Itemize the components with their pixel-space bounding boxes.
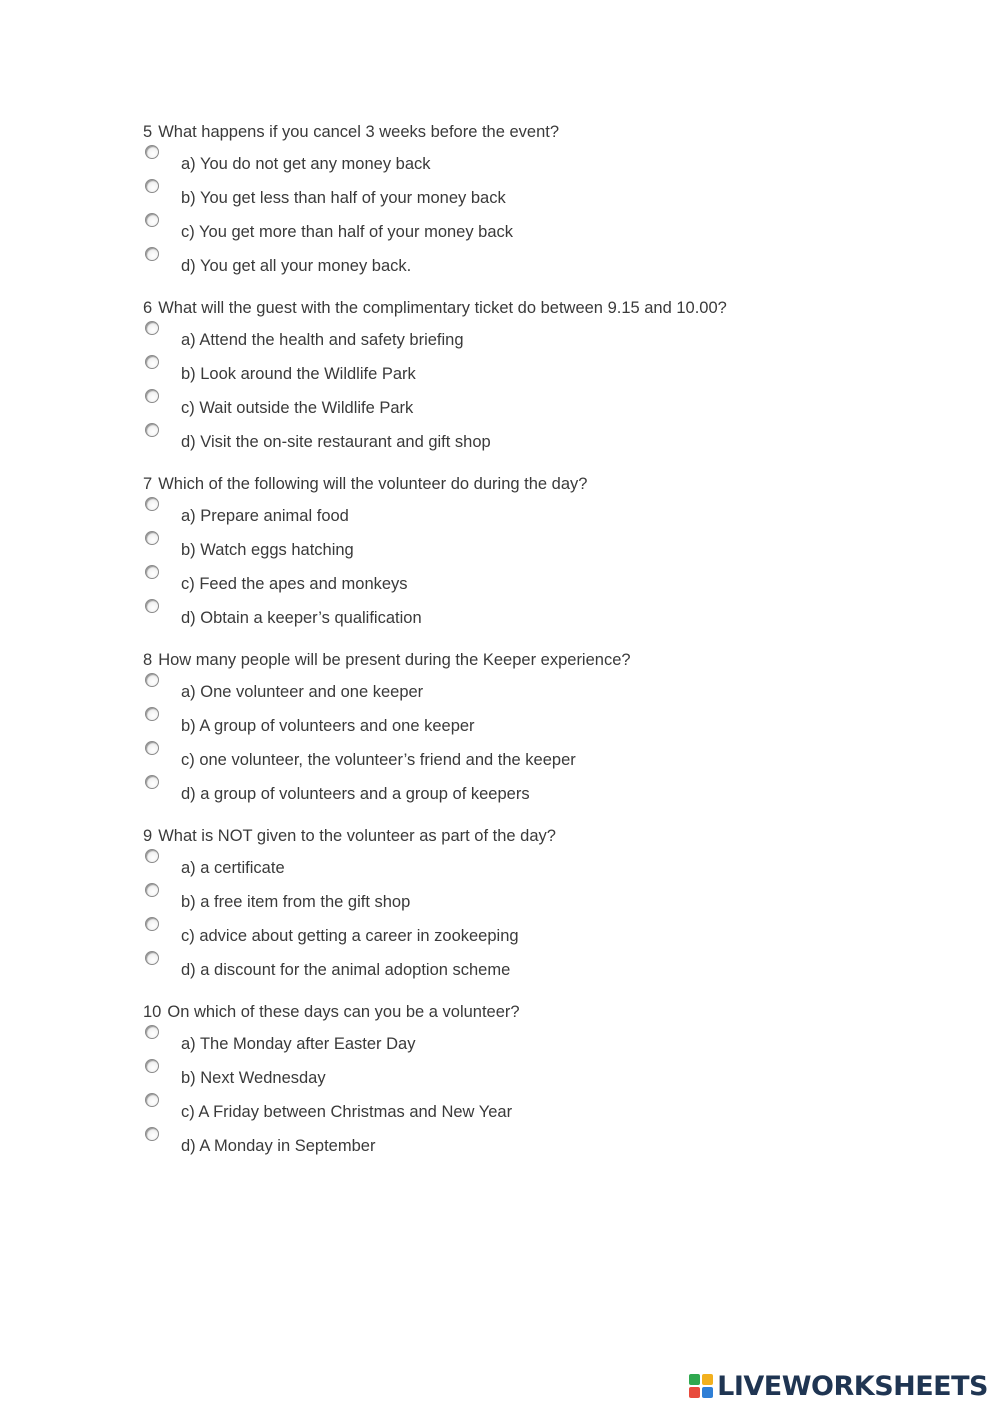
option-label: d) A Monday in September [181, 1137, 376, 1155]
radio-button-icon[interactable] [145, 917, 159, 931]
option-label: b) Watch eggs hatching [181, 541, 354, 559]
option-label: d) You get all your money back. [181, 257, 412, 275]
radio-button-icon[interactable] [145, 565, 159, 579]
question-prompt: How many people will be present during the Keeper experience? [158, 651, 631, 669]
option-label: c) advice about getting a career in zookeeping [181, 927, 519, 945]
answer-option[interactable] [143, 740, 903, 774]
answer-option[interactable] [143, 848, 903, 882]
radio-button-icon[interactable] [145, 599, 159, 613]
question-prompt: What will the guest with the complimentary ticket do between 9.15 and 10.00? [158, 299, 727, 317]
answer-option[interactable] [143, 564, 903, 598]
answer-option[interactable] [143, 1058, 903, 1092]
radio-button-icon[interactable] [145, 673, 159, 687]
option-label: c) A Friday between Christmas and New Year [181, 1103, 513, 1121]
answer-option[interactable] [143, 774, 903, 808]
radio-button-icon[interactable] [145, 883, 159, 897]
question-text [143, 1000, 903, 1024]
option-label: b) A group of volunteers and one keeper [181, 717, 475, 735]
option-label: d) Visit the on-site restaurant and gift shop [181, 433, 491, 451]
option-label: a) The Monday after Easter Day [181, 1035, 416, 1053]
option-label: d) a discount for the animal adoption scheme [181, 961, 511, 979]
answer-option[interactable] [143, 916, 903, 950]
answer-option[interactable] [143, 598, 903, 632]
answer-option[interactable] [143, 246, 903, 280]
question-number: 9 [143, 827, 153, 845]
questions-container [143, 120, 903, 1176]
radio-button-icon[interactable] [145, 707, 159, 721]
question-text [143, 120, 903, 144]
logo-square-icon [689, 1387, 700, 1398]
logo-text: LIVEWORKSHEETS [717, 1370, 988, 1402]
answer-option[interactable] [143, 212, 903, 246]
option-label: a) Attend the health and safety briefing [181, 331, 464, 349]
question-text [143, 472, 903, 496]
radio-button-icon[interactable] [145, 355, 159, 369]
option-label: b) a free item from the gift shop [181, 893, 411, 911]
radio-button-icon[interactable] [145, 531, 159, 545]
radio-button-icon[interactable] [145, 775, 159, 789]
option-label: b) Look around the Wildlife Park [181, 365, 416, 383]
option-label: a) You do not get any money back [181, 155, 431, 173]
option-label: a) a certificate [181, 859, 285, 877]
logo-mark-icon [689, 1374, 713, 1398]
radio-button-icon[interactable] [145, 1127, 159, 1141]
question-number: 7 [143, 475, 153, 493]
option-label: c) one volunteer, the volunteer’s friend and the keeper [181, 751, 576, 769]
option-label: a) One volunteer and one keeper [181, 683, 424, 701]
answer-option[interactable] [143, 1126, 903, 1160]
answer-option[interactable] [143, 950, 903, 984]
radio-button-icon[interactable] [145, 1093, 159, 1107]
answer-option[interactable] [143, 422, 903, 456]
question [143, 472, 903, 632]
answer-option[interactable] [143, 530, 903, 564]
radio-button-icon[interactable] [145, 951, 159, 965]
radio-button-icon[interactable] [145, 145, 159, 159]
radio-button-icon[interactable] [145, 741, 159, 755]
radio-button-icon[interactable] [145, 1059, 159, 1073]
logo-square-icon [702, 1374, 713, 1385]
radio-button-icon[interactable] [145, 213, 159, 227]
question-number: 5 [143, 123, 153, 141]
answer-option[interactable] [143, 178, 903, 212]
radio-button-icon[interactable] [145, 179, 159, 193]
option-label: a) Prepare animal food [181, 507, 349, 525]
question-number: 8 [143, 651, 153, 669]
radio-button-icon[interactable] [145, 497, 159, 511]
answer-option[interactable] [143, 354, 903, 388]
radio-button-icon[interactable] [145, 389, 159, 403]
answer-option[interactable] [143, 388, 903, 422]
question-number: 10 [143, 1003, 162, 1021]
logo-square-icon [702, 1387, 713, 1398]
answer-option[interactable] [143, 882, 903, 916]
liveworksheets-logo [689, 1366, 988, 1406]
option-label: d) Obtain a keeper’s qualification [181, 609, 422, 627]
question [143, 824, 903, 984]
answer-option[interactable] [143, 672, 903, 706]
answer-option[interactable] [143, 320, 903, 354]
radio-button-icon[interactable] [145, 321, 159, 335]
question [143, 1000, 903, 1160]
question-prompt: On which of these days can you be a volunteer? [167, 1003, 520, 1021]
answer-option[interactable] [143, 1024, 903, 1058]
answer-option[interactable] [143, 144, 903, 178]
radio-button-icon[interactable] [145, 849, 159, 863]
question-prompt: What happens if you cancel 3 weeks before the event? [158, 123, 560, 141]
radio-button-icon[interactable] [145, 423, 159, 437]
answer-option[interactable] [143, 496, 903, 530]
radio-button-icon[interactable] [145, 1025, 159, 1039]
question-text [143, 296, 903, 320]
option-label: d) a group of volunteers and a group of keepers [181, 785, 530, 803]
option-label: b) Next Wednesday [181, 1069, 326, 1087]
question-text [143, 648, 903, 672]
question-number: 6 [143, 299, 153, 317]
option-label: c) Feed the apes and monkeys [181, 575, 408, 593]
radio-button-icon[interactable] [145, 247, 159, 261]
answer-option[interactable] [143, 1092, 903, 1126]
question-text [143, 824, 903, 848]
option-label: c) You get more than half of your money back [181, 223, 514, 241]
option-label: b) You get less than half of your money back [181, 189, 506, 207]
option-label: c) Wait outside the Wildlife Park [181, 399, 414, 417]
logo-square-icon [689, 1374, 700, 1385]
question-prompt: Which of the following will the volunteer do during the day? [158, 475, 588, 493]
question-prompt: What is NOT given to the volunteer as part of the day? [158, 827, 556, 845]
question [143, 648, 903, 808]
question [143, 296, 903, 456]
question [143, 120, 903, 280]
answer-option[interactable] [143, 706, 903, 740]
